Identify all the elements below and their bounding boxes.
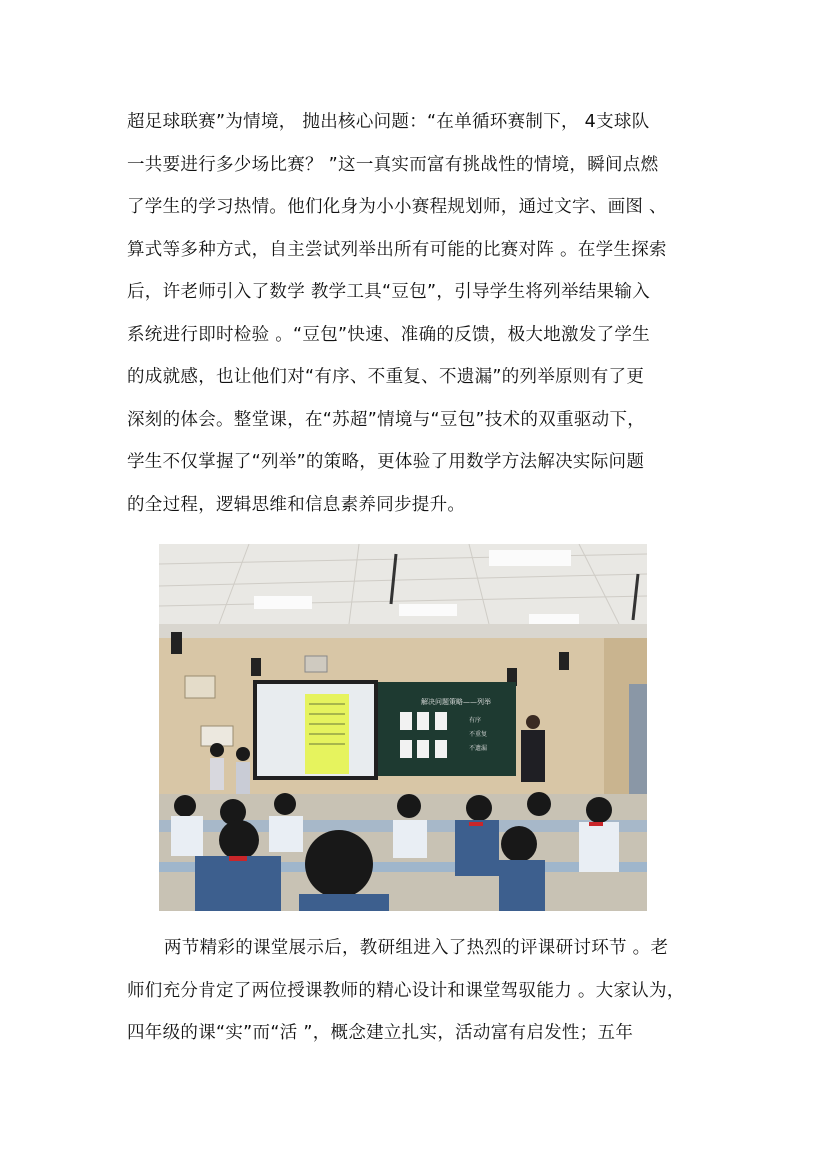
text-line: 系统进行即时检验 。“豆包”快速、准确的反馈，极大地激发了学生 bbox=[127, 324, 650, 345]
text-line: 深刻的体会。整堂课，在“苏超”情境与“豆包”技术的双重驱动下， bbox=[127, 409, 646, 430]
blackboard-note: 不遗漏 bbox=[469, 745, 488, 752]
blackboard-note: 有序 bbox=[469, 717, 482, 724]
blackboard-note: 不重复 bbox=[469, 731, 488, 738]
text-line: 两节精彩的课堂展示后，教研组进入了热烈的评课研讨环节 。老 bbox=[164, 938, 669, 958]
text-line: 的全过程，逻辑思维和信息素养同步提升。 bbox=[127, 494, 466, 515]
blackboard-title: 解决问题策略——列举 bbox=[421, 698, 491, 706]
text-line: 四年级的课“实”而“活 ”，概念建立扎实，活动富有启发性；五年 bbox=[127, 1023, 634, 1043]
text-line: 学生不仅掌握了“列举”的策略，更体验了用数学方法解决实际问题 bbox=[127, 452, 645, 472]
text-line: 的成就感，也让他们对“有序、不重复、不遗漏”的列举原则有了更 bbox=[127, 367, 645, 387]
text-line: 师们充分肯定了两位授课教师的精心设计和课堂驾驭能力 。大家认为， bbox=[127, 980, 685, 1001]
text-line: 后，许老师引入了数学 教学工具“豆包”，引导学生将列举结果输入 bbox=[127, 282, 650, 302]
paragraph-2 bbox=[127, 927, 712, 1055]
text-line: 超足球联赛”为情境， 抛出核心问题：“在单循环赛制下， 4支球队 bbox=[127, 112, 650, 132]
classroom-photo bbox=[159, 544, 647, 911]
text-line: 了学生的学习热情。他们化身为小小赛程规划师，通过文字、画图 、 bbox=[127, 197, 667, 217]
paragraph-1 bbox=[127, 101, 712, 526]
text-line: 算式等多种方式，自主尝试列举出所有可能的比赛对阵 。在学生探索 bbox=[127, 239, 667, 260]
text-line: 一共要进行多少场比赛？ ”这一真实而富有挑战性的情境，瞬间点燃 bbox=[127, 154, 659, 175]
